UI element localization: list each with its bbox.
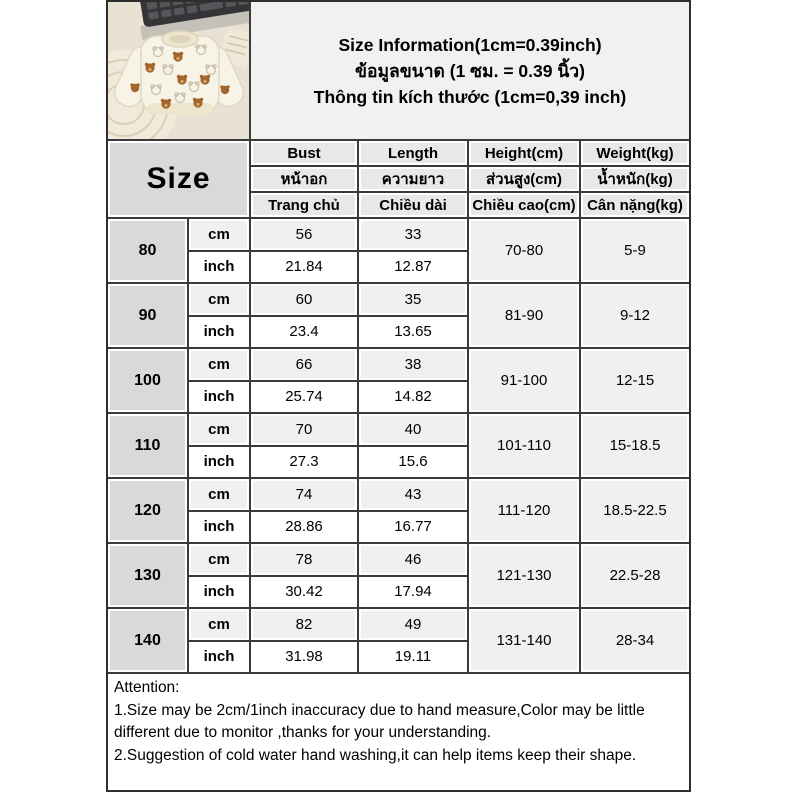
- header-height-en: Height(cm): [469, 141, 579, 165]
- size-value: 90: [108, 284, 187, 347]
- header-bust-en: Bust: [251, 141, 357, 165]
- header-length-vi: Chiều dài: [359, 193, 467, 217]
- size-value: 80: [108, 219, 187, 282]
- unit-inch-label: inch: [189, 577, 249, 608]
- unit-cm-label: cm: [189, 479, 249, 510]
- size-value: 120: [108, 479, 187, 542]
- unit-cm-label: cm: [189, 544, 249, 575]
- header-bust-vi: Trang chủ: [251, 193, 357, 217]
- length-cm-value: 38: [359, 349, 467, 380]
- title-line-vi: Thông tin kích thước (1cm=0,39 inch): [313, 86, 627, 107]
- bust-cm-value: 78: [251, 544, 357, 575]
- length-inch-value: 19.11: [359, 642, 467, 673]
- unit-inch-label: inch: [189, 512, 249, 543]
- product-photo: [108, 2, 249, 139]
- length-inch-value: 17.94: [359, 577, 467, 608]
- header-height-vi: Chiều cao(cm): [469, 193, 579, 217]
- title-line-en: Size Information(1cm=0.39inch): [338, 34, 602, 55]
- unit-inch-label: inch: [189, 382, 249, 413]
- unit-cm-label: cm: [189, 284, 249, 315]
- weight-range: 5-9: [581, 219, 689, 282]
- height-range: 131-140: [469, 609, 579, 672]
- height-range: 81-90: [469, 284, 579, 347]
- bust-cm-value: 74: [251, 479, 357, 510]
- title-line-th: ข้อมูลขนาด (1 ซม. = 0.39 นิ้ว): [355, 60, 585, 81]
- unit-inch-label: inch: [189, 642, 249, 673]
- unit-cm-label: cm: [189, 414, 249, 445]
- header-weight-th: น้ำหนัก(kg): [581, 167, 689, 191]
- header-length-th: ความยาว: [359, 167, 467, 191]
- bust-cm-value: 60: [251, 284, 357, 315]
- length-cm-value: 40: [359, 414, 467, 445]
- size-table: [106, 0, 691, 792]
- bust-inch-value: 27.3: [251, 447, 357, 478]
- header-weight-vi: Cân nặng(kg): [581, 193, 689, 217]
- header-height-th: ส่วนสูง(cm): [469, 167, 579, 191]
- unit-inch-label: inch: [189, 252, 249, 283]
- length-inch-value: 13.65: [359, 317, 467, 348]
- length-inch-value: 14.82: [359, 382, 467, 413]
- bust-inch-value: 30.42: [251, 577, 357, 608]
- header-weight-en: Weight(kg): [581, 141, 689, 165]
- header-bust-th: หน้าอก: [251, 167, 357, 191]
- size-value: 130: [108, 544, 187, 607]
- attention-title: Attention:: [114, 679, 180, 696]
- length-cm-value: 49: [359, 609, 467, 640]
- length-cm-value: 43: [359, 479, 467, 510]
- bust-cm-value: 70: [251, 414, 357, 445]
- attention-line-1: 1.Size may be 2cm/1inch inaccuracy due to hand measure,Color may be little different due to monitor ,thanks for your understanding.: [114, 701, 645, 741]
- unit-cm-label: cm: [189, 349, 249, 380]
- weight-range: 28-34: [581, 609, 689, 672]
- length-cm-value: 35: [359, 284, 467, 315]
- bust-cm-value: 56: [251, 219, 357, 250]
- unit-inch-label: inch: [189, 317, 249, 348]
- size-information-title: [251, 2, 689, 139]
- size-value: 100: [108, 349, 187, 412]
- size-value: 140: [108, 609, 187, 672]
- unit-cm-label: cm: [189, 609, 249, 640]
- length-cm-value: 46: [359, 544, 467, 575]
- bust-inch-value: 25.74: [251, 382, 357, 413]
- length-inch-value: 12.87: [359, 252, 467, 283]
- length-inch-value: 16.77: [359, 512, 467, 543]
- height-range: 121-130: [469, 544, 579, 607]
- height-range: 70-80: [469, 219, 579, 282]
- weight-range: 15-18.5: [581, 414, 689, 477]
- header-length-en: Length: [359, 141, 467, 165]
- bust-cm-value: 82: [251, 609, 357, 640]
- attention-box: [108, 674, 689, 790]
- height-range: 111-120: [469, 479, 579, 542]
- length-cm-value: 33: [359, 219, 467, 250]
- bust-inch-value: 21.84: [251, 252, 357, 283]
- size-chart-sheet: [106, 0, 691, 792]
- header-size: Size: [108, 141, 249, 217]
- weight-range: 12-15: [581, 349, 689, 412]
- bust-inch-value: 23.4: [251, 317, 357, 348]
- height-range: 91-100: [469, 349, 579, 412]
- length-inch-value: 15.6: [359, 447, 467, 478]
- weight-range: 9-12: [581, 284, 689, 347]
- bust-inch-value: 31.98: [251, 642, 357, 673]
- attention-line-2: 2.Suggestion of cold water hand washing,it can help items keep their shape.: [114, 746, 637, 764]
- bust-inch-value: 28.86: [251, 512, 357, 543]
- product-photo-illustration: [108, 2, 249, 139]
- bust-cm-value: 66: [251, 349, 357, 380]
- unit-cm-label: cm: [189, 219, 249, 250]
- unit-inch-label: inch: [189, 447, 249, 478]
- height-range: 101-110: [469, 414, 579, 477]
- weight-range: 18.5-22.5: [581, 479, 689, 542]
- weight-range: 22.5-28: [581, 544, 689, 607]
- size-value: 110: [108, 414, 187, 477]
